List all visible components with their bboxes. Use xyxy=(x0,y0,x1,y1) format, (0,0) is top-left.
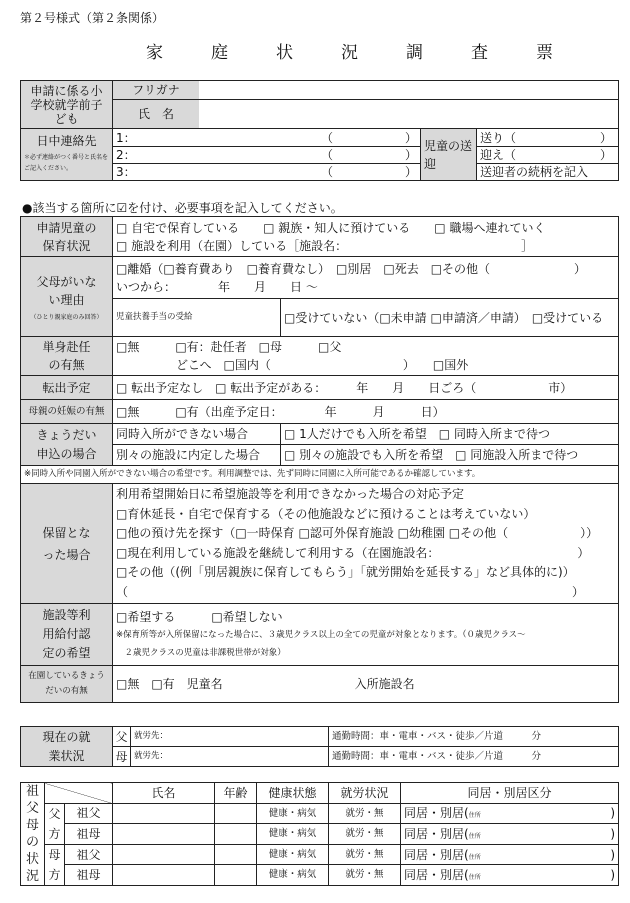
sibling-now-label: 在園しているきょうだいの有無 xyxy=(21,666,113,703)
gp-work-1[interactable]: 就労・無 xyxy=(329,803,401,824)
hold-line-5: □その他（(例「別居親族に保育してもらう」「就労開始を延長する」など具体的に)） xyxy=(116,565,575,579)
move-options[interactable]: □ 転出予定なし □ 転出予定がある： 年 月 日ごろ（ 市） xyxy=(113,376,619,400)
phone-2-label: 2： xyxy=(116,148,136,162)
header-health: 健康状態 xyxy=(257,783,329,804)
gp-work-4[interactable]: 就労・無 xyxy=(329,865,401,886)
grandparents-label: 祖父母の状況 xyxy=(21,783,45,886)
side-mother-1: 母 xyxy=(45,844,65,865)
side-mother-2: 方 xyxy=(45,865,65,886)
gp-health-3[interactable]: 健康・病気 xyxy=(257,844,329,865)
hold-line-6: （ ） xyxy=(116,584,585,599)
sibling-options-2[interactable]: □ 別々の施設でも入所を希望 □ 同施設入所まで待つ xyxy=(281,445,619,466)
form-number: 第２号様式（第２条関係） xyxy=(20,11,165,25)
applicant-label: 申請に係る小学校就学前子ども xyxy=(21,81,113,129)
rel-3: 祖父 xyxy=(65,844,113,865)
rel-2: 祖母 xyxy=(65,824,113,845)
absent-line-2: いつから： 年 月 日 〜 xyxy=(116,279,318,294)
single-options[interactable] xyxy=(113,337,619,376)
gp-age-3[interactable] xyxy=(215,844,257,865)
absent-title: 父母がいない理由 xyxy=(36,274,97,307)
phone-1-label: 1： xyxy=(116,130,136,145)
side-father-1: 父 xyxy=(45,803,65,824)
absent-label xyxy=(21,257,113,337)
gp-live-close-3: ) xyxy=(610,847,615,862)
benefit-line-2: ※保育所等が入所保留になった場合に、３歳児クラス以上の全ての児童が対象となります。（０歳児クラス〜 xyxy=(116,629,526,640)
hold-line-4: □現在利用している施設を継続して利用する（在園施設名： ） xyxy=(116,545,590,560)
care-options[interactable] xyxy=(113,217,619,257)
move-label: 転出予定 xyxy=(21,376,113,400)
employment-table xyxy=(20,726,619,767)
sibling-case-1: 同時入所ができない場合 xyxy=(113,424,281,445)
furigana-field[interactable] xyxy=(113,81,619,100)
sibling-case-2: 別々の施設に内定した場合 xyxy=(113,445,281,466)
gp-live-label-1: 同居・別居( xyxy=(404,806,469,821)
care-line-2: □ 施設を利用（在園）している［施設名： ］ xyxy=(116,238,534,253)
applicant-table xyxy=(20,80,619,181)
phone-3-paren: （ ） xyxy=(320,165,417,179)
header-living: 同居・別居区分 xyxy=(401,783,619,804)
gp-health-4[interactable]: 健康・病気 xyxy=(257,865,329,886)
sibling-label: きょうだい申込の場合 xyxy=(21,424,113,466)
single-line-1: □無 □有：赴任者 □母 □父 xyxy=(116,340,342,354)
gp-live-2[interactable] xyxy=(401,824,619,845)
header-blank xyxy=(45,783,113,804)
gp-name-2[interactable] xyxy=(113,824,215,845)
gp-age-4[interactable] xyxy=(215,865,257,886)
gp-live-label-3: 同居・別居( xyxy=(404,847,469,862)
hold-label: 保留となった場合 xyxy=(21,484,113,604)
grandparents-table xyxy=(20,782,619,886)
mother-label: 母 xyxy=(113,747,131,767)
father-commute[interactable]: 通勤時間：車・電車・バス・徒歩／片道 分 xyxy=(329,727,619,747)
meet-field[interactable]: 迎え（ ） xyxy=(477,147,619,164)
header-name: 氏名 xyxy=(113,783,215,804)
gp-live-close-2: ) xyxy=(610,826,615,841)
gp-live-small-1: 住所 xyxy=(468,812,481,820)
father-workplace[interactable]: 就労先： xyxy=(131,727,329,747)
contact-note: ＊必ず連絡がつく番号と氏名をご記入ください。 xyxy=(24,154,109,172)
gp-name-3[interactable] xyxy=(113,844,215,865)
allowance-label: 児童扶養手当の受給 xyxy=(113,299,281,337)
furigana-label: フリガナ xyxy=(113,81,199,99)
absent-options[interactable] xyxy=(113,257,619,299)
benefit-options[interactable] xyxy=(113,604,619,666)
gp-name-1[interactable] xyxy=(113,803,215,824)
single-label: 単身赴任の有無 xyxy=(21,337,113,376)
gp-age-1[interactable] xyxy=(215,803,257,824)
care-label: 申請児童の保育状況 xyxy=(21,217,113,257)
phone-3[interactable] xyxy=(113,164,421,181)
gp-work-2[interactable]: 就労・無 xyxy=(329,824,401,845)
hold-line-1: 利用希望開始日に希望施設等を利用できなかった場合の対応予定 xyxy=(116,487,465,501)
absent-note: （ひとり親家庭のみ回答） xyxy=(30,313,103,321)
sibling-options-1[interactable]: □ 1人だけでも入所を希望 □ 同時入所まで待つ xyxy=(281,424,619,445)
header-age: 年齢 xyxy=(215,783,257,804)
header-work: 就労状況 xyxy=(329,783,401,804)
page-title: 家庭状況調査票 xyxy=(146,43,601,63)
gp-live-close-4: ) xyxy=(610,868,615,883)
gp-work-3[interactable]: 就労・無 xyxy=(329,844,401,865)
gp-name-4[interactable] xyxy=(113,865,215,886)
gp-live-close-1: ) xyxy=(610,806,615,821)
sibling-now-options[interactable]: □無 □有 児童名 入所施設名 xyxy=(113,666,619,703)
name-label: 氏 名 xyxy=(113,100,199,128)
care-line-1: □ 自宅で保育している □ 親族・知人に預けている □ 職場へ連れていく xyxy=(116,220,546,235)
gp-live-label-4: 同居・別居( xyxy=(404,868,469,883)
contact-title: 日中連絡先 xyxy=(36,134,97,148)
phone-1[interactable] xyxy=(113,129,421,147)
gp-live-small-3: 住所 xyxy=(468,853,481,861)
mother-workplace[interactable]: 就労先： xyxy=(131,747,329,767)
name-field[interactable] xyxy=(113,100,619,129)
pregnancy-options[interactable]: □無 □有（出産予定日： 年 月 日） xyxy=(113,400,619,424)
father-label: 父 xyxy=(113,727,131,747)
side-father-2: 方 xyxy=(45,824,65,845)
instruction: ●該当する箇所に☑を付け、必要事項を記入してください。 xyxy=(22,201,343,215)
gp-live-label-2: 同居・別居( xyxy=(404,826,469,841)
gp-live-4[interactable] xyxy=(401,865,619,886)
hold-options[interactable] xyxy=(113,484,619,604)
phone-2[interactable] xyxy=(113,147,421,164)
phone-1-paren: （ ） xyxy=(320,130,417,145)
allowance-options[interactable]: □受けていない（□未申請 □申請済／申請） □受けている xyxy=(281,299,619,337)
situation-table xyxy=(20,216,619,703)
gp-live-small-4: 住所 xyxy=(468,874,481,882)
hold-line-3: □他の預け先を探す（□一時保育 □認可外保育施設 □幼稚園 □その他（ ）） xyxy=(116,526,599,540)
rel-1: 祖父 xyxy=(65,803,113,824)
job-label: 現在の就業状況 xyxy=(21,727,113,767)
hold-line-2: □育休延長・自宅で保育する（その他施設などに預けることは考えていない） xyxy=(116,506,536,521)
rel-4: 祖母 xyxy=(65,865,113,886)
phone-3-label: 3： xyxy=(116,165,136,179)
relation-field[interactable]: 送迎者の続柄を記入 xyxy=(477,164,619,181)
gp-health-1[interactable]: 健康・病気 xyxy=(257,803,329,824)
send-field[interactable]: 送り（ ） xyxy=(477,129,619,147)
benefit-label: 施設等利用給付認定の希望 xyxy=(21,604,113,666)
benefit-line-3: ２歳児クラスの児童は非課税世帯が対象） xyxy=(116,647,286,658)
pregnancy-label: 母親の妊娠の有無 xyxy=(21,400,113,424)
gp-live-1[interactable] xyxy=(401,803,619,824)
mother-commute[interactable]: 通勤時間：車・電車・バス・徒歩／片道 分 xyxy=(329,747,619,767)
pickup-label: 児童の送迎 xyxy=(421,129,477,181)
gp-age-2[interactable] xyxy=(215,824,257,845)
gp-live-small-2: 住所 xyxy=(468,832,481,840)
gp-live-3[interactable] xyxy=(401,844,619,865)
benefit-line-1: □希望する □希望しない xyxy=(116,609,283,624)
sibling-note: ※同時入所や同園入所ができない場合の希望です。利用調整では、先ず同時に同園に入所可能であるか確認しています。 xyxy=(21,466,619,484)
single-line-2: どこへ □国内（ ） □国外 xyxy=(116,358,469,372)
contact-label xyxy=(21,129,113,181)
absent-line-1: □離婚（□養育費あり □養育費なし） □別居 □死去 □その他（ ） xyxy=(116,261,587,276)
gp-health-2[interactable]: 健康・病気 xyxy=(257,824,329,845)
phone-2-paren: （ ） xyxy=(320,148,417,162)
